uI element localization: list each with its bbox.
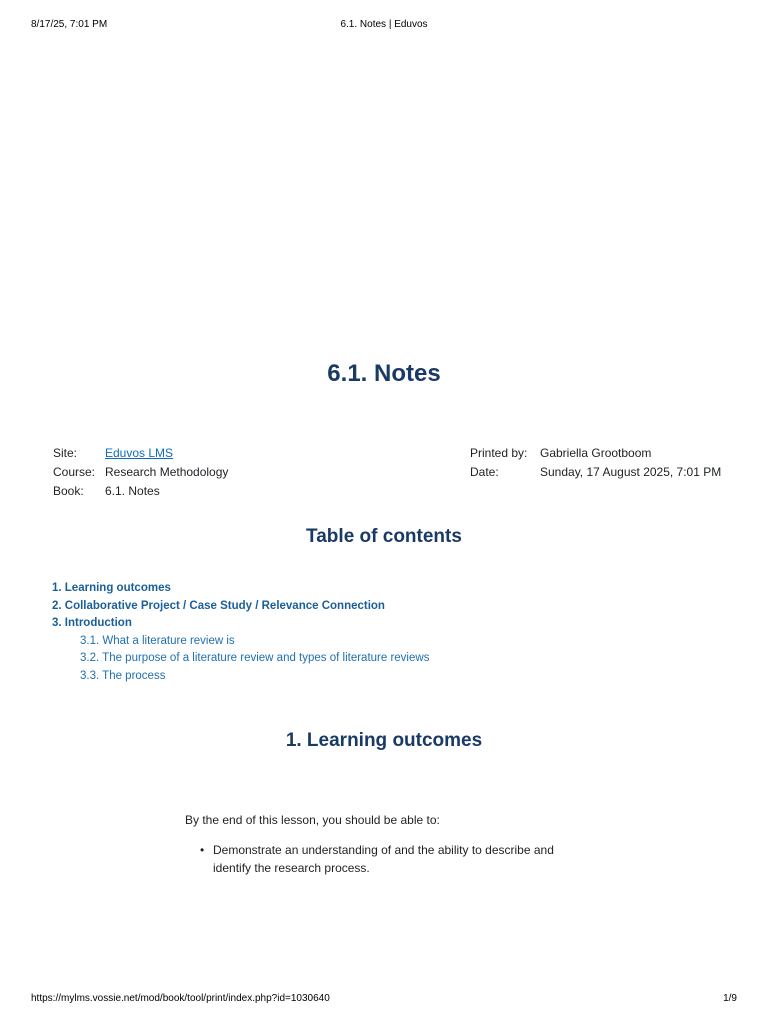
list-item	[200, 841, 568, 877]
toc-item-purpose-literature-review[interactable]: 3.2. The purpose of a literature review and types of literature reviews	[80, 652, 430, 664]
print-footer	[31, 993, 737, 1007]
chapter-intro: By the end of this lesson, you should be able to:	[185, 813, 440, 827]
toc-item-the-process[interactable]: 3.3. The process	[80, 669, 166, 682]
list-item-text: Demonstrate an understanding of and the ability to describe and identify the research process.	[213, 843, 554, 875]
chapter-title: 1. Learning outcomes	[285, 730, 483, 751]
toc-item-collaborative-project[interactable]: 2. Collaborative Project / Case Study / Relevance Connection	[52, 599, 385, 612]
print-url: https://mylms.vossie.net/mod/book/tool/print/index.php?id=1030640	[31, 993, 330, 1004]
toc-item-introduction[interactable]: 3. Introduction	[52, 617, 132, 629]
outcomes-list	[185, 841, 585, 877]
book-value: 6.1. Notes	[105, 484, 160, 498]
course-label: Course:	[53, 465, 96, 479]
date-value: Sunday, 17 August 2025, 7:01 PM	[540, 465, 722, 479]
book-title: 6.1. Notes	[327, 360, 441, 387]
chapter-content	[185, 812, 585, 877]
site-link[interactable]: Eduvos LMS	[105, 446, 174, 460]
course-value: Research Methodology	[105, 465, 229, 479]
print-header	[31, 19, 737, 33]
toc-title: Table of contents	[306, 526, 462, 547]
bullet-icon: •	[200, 843, 205, 857]
page-number: 1/9	[723, 993, 737, 1004]
toc-item-what-literature-review[interactable]: 3.1. What a literature review is	[80, 634, 235, 647]
printed-by-value: Gabriella Grootboom	[540, 446, 652, 460]
date-label: Date:	[470, 465, 499, 479]
toc-item-learning-outcomes[interactable]: 1. Learning outcomes	[52, 582, 171, 594]
site-label: Site:	[53, 446, 78, 460]
print-page-title: 6.1. Notes | Eduvos	[340, 19, 428, 30]
table-of-contents	[52, 580, 429, 685]
print-datetime: 8/17/25, 7:01 PM	[31, 19, 108, 30]
printed-by-label: Printed by:	[470, 446, 528, 460]
book-label: Book:	[53, 484, 84, 498]
